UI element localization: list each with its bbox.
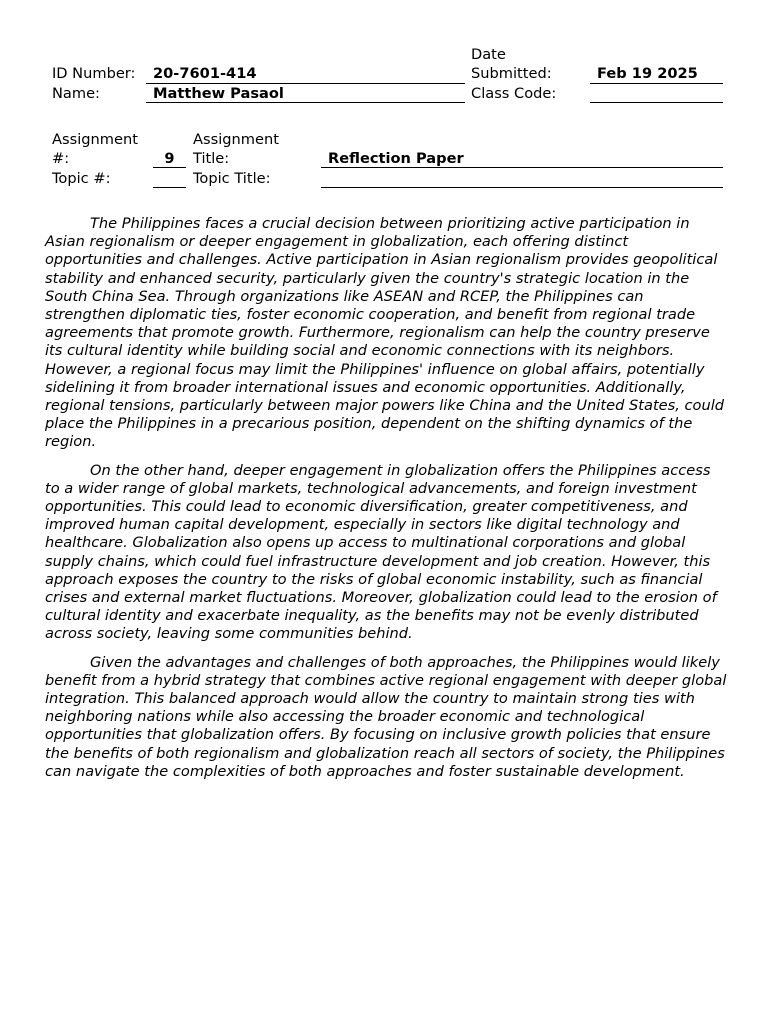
name-underline	[146, 102, 465, 103]
assignment-title-value: Reflection Paper	[328, 150, 464, 167]
name-label: Name:	[52, 85, 100, 102]
assignment-number-underline	[153, 167, 186, 168]
date-submitted-label: Date Submitted:	[471, 46, 552, 82]
essay-body	[45, 215, 728, 791]
date-submitted-value: Feb 19 2025	[597, 65, 698, 82]
id-number-label: ID Number:	[52, 65, 136, 82]
assignment-title-underline	[321, 167, 723, 168]
essay-paragraph-3: Given the advantages and challenges of both approaches, the Philippines would likely benefit from a hybrid strategy that combines active regional engagement with deeper global integration. This balanced approach would allow the country to maintain strong ties with neighboring nations while also accessing the broader economic and technological opportunities that globalization offers. By focusing on inclusive growth policies that ensure the benefits of both regionalism and globalization reach all sectors of society, the Philippines can navigate the complexities of both approaches and foster sustainable development.	[45, 653, 727, 780]
topic-title-underline	[321, 187, 723, 188]
name-value: Matthew Pasaol	[153, 85, 284, 102]
assignment-number-label: Assignment #:	[52, 131, 138, 167]
assignment-number-value: 9	[164, 150, 175, 167]
class-code-label: Class Code:	[471, 85, 557, 102]
topic-title-label: Topic Title:	[193, 170, 271, 187]
id-number-value: 20-7601-414	[153, 65, 257, 82]
essay-paragraph-1: The Philippines faces a crucial decision between prioritizing active participation in Asian regionalism or deeper engagement in globalization, each offering distinct opportunities and challenges. Active participation in Asian regionalism provides geopolitical stability and enhanced security, particularly given the country's strategic location in the South China Sea. Through organizations like ASEAN and RCEP, the Philippines can strengthen diplomatic ties, foster economic cooperation, and benefit from regional trade agreements that promote growth. Furthermore, regionalism can help the country preserve its cultural identity while building social and economic connections with its neighbors. However, a regional focus may limit the Philippines' influence on global affairs, potentially sidelining it from broader international issues and economic opportunities. Additionally, regional tensions, particularly between major powers like China and the United States, could place the Philippines in a precarious position, dependent on the shifting dynamics of the region.	[45, 215, 725, 451]
assignment-title-label: Assignment Title:	[193, 131, 279, 167]
essay-paragraph-2: On the other hand, deeper engagement in globalization offers the Philippines access to a wider range of global markets, technological advancements, and foreign investment opportunities. This could lead to economic diversification, greater competitiveness, and improved human capital development, especially in sectors like digital technology and healthcare. Globalization also opens up access to multinational corporations and global supply chains, which could fuel infrastructure development and job creation. However, this approach exposes the country to the risks of global economic instability, such as financial crises and external market fluctuations. Moreover, globalization could lead to the erosion of cultural identity and exacerbate inequality, as the benefits may not be evenly distributed across society, leaving some communities behind.	[45, 461, 717, 643]
topic-number-underline	[153, 187, 186, 188]
date-submitted-underline	[590, 83, 723, 84]
class-code-underline	[590, 102, 723, 103]
topic-number-label: Topic #:	[52, 170, 111, 187]
